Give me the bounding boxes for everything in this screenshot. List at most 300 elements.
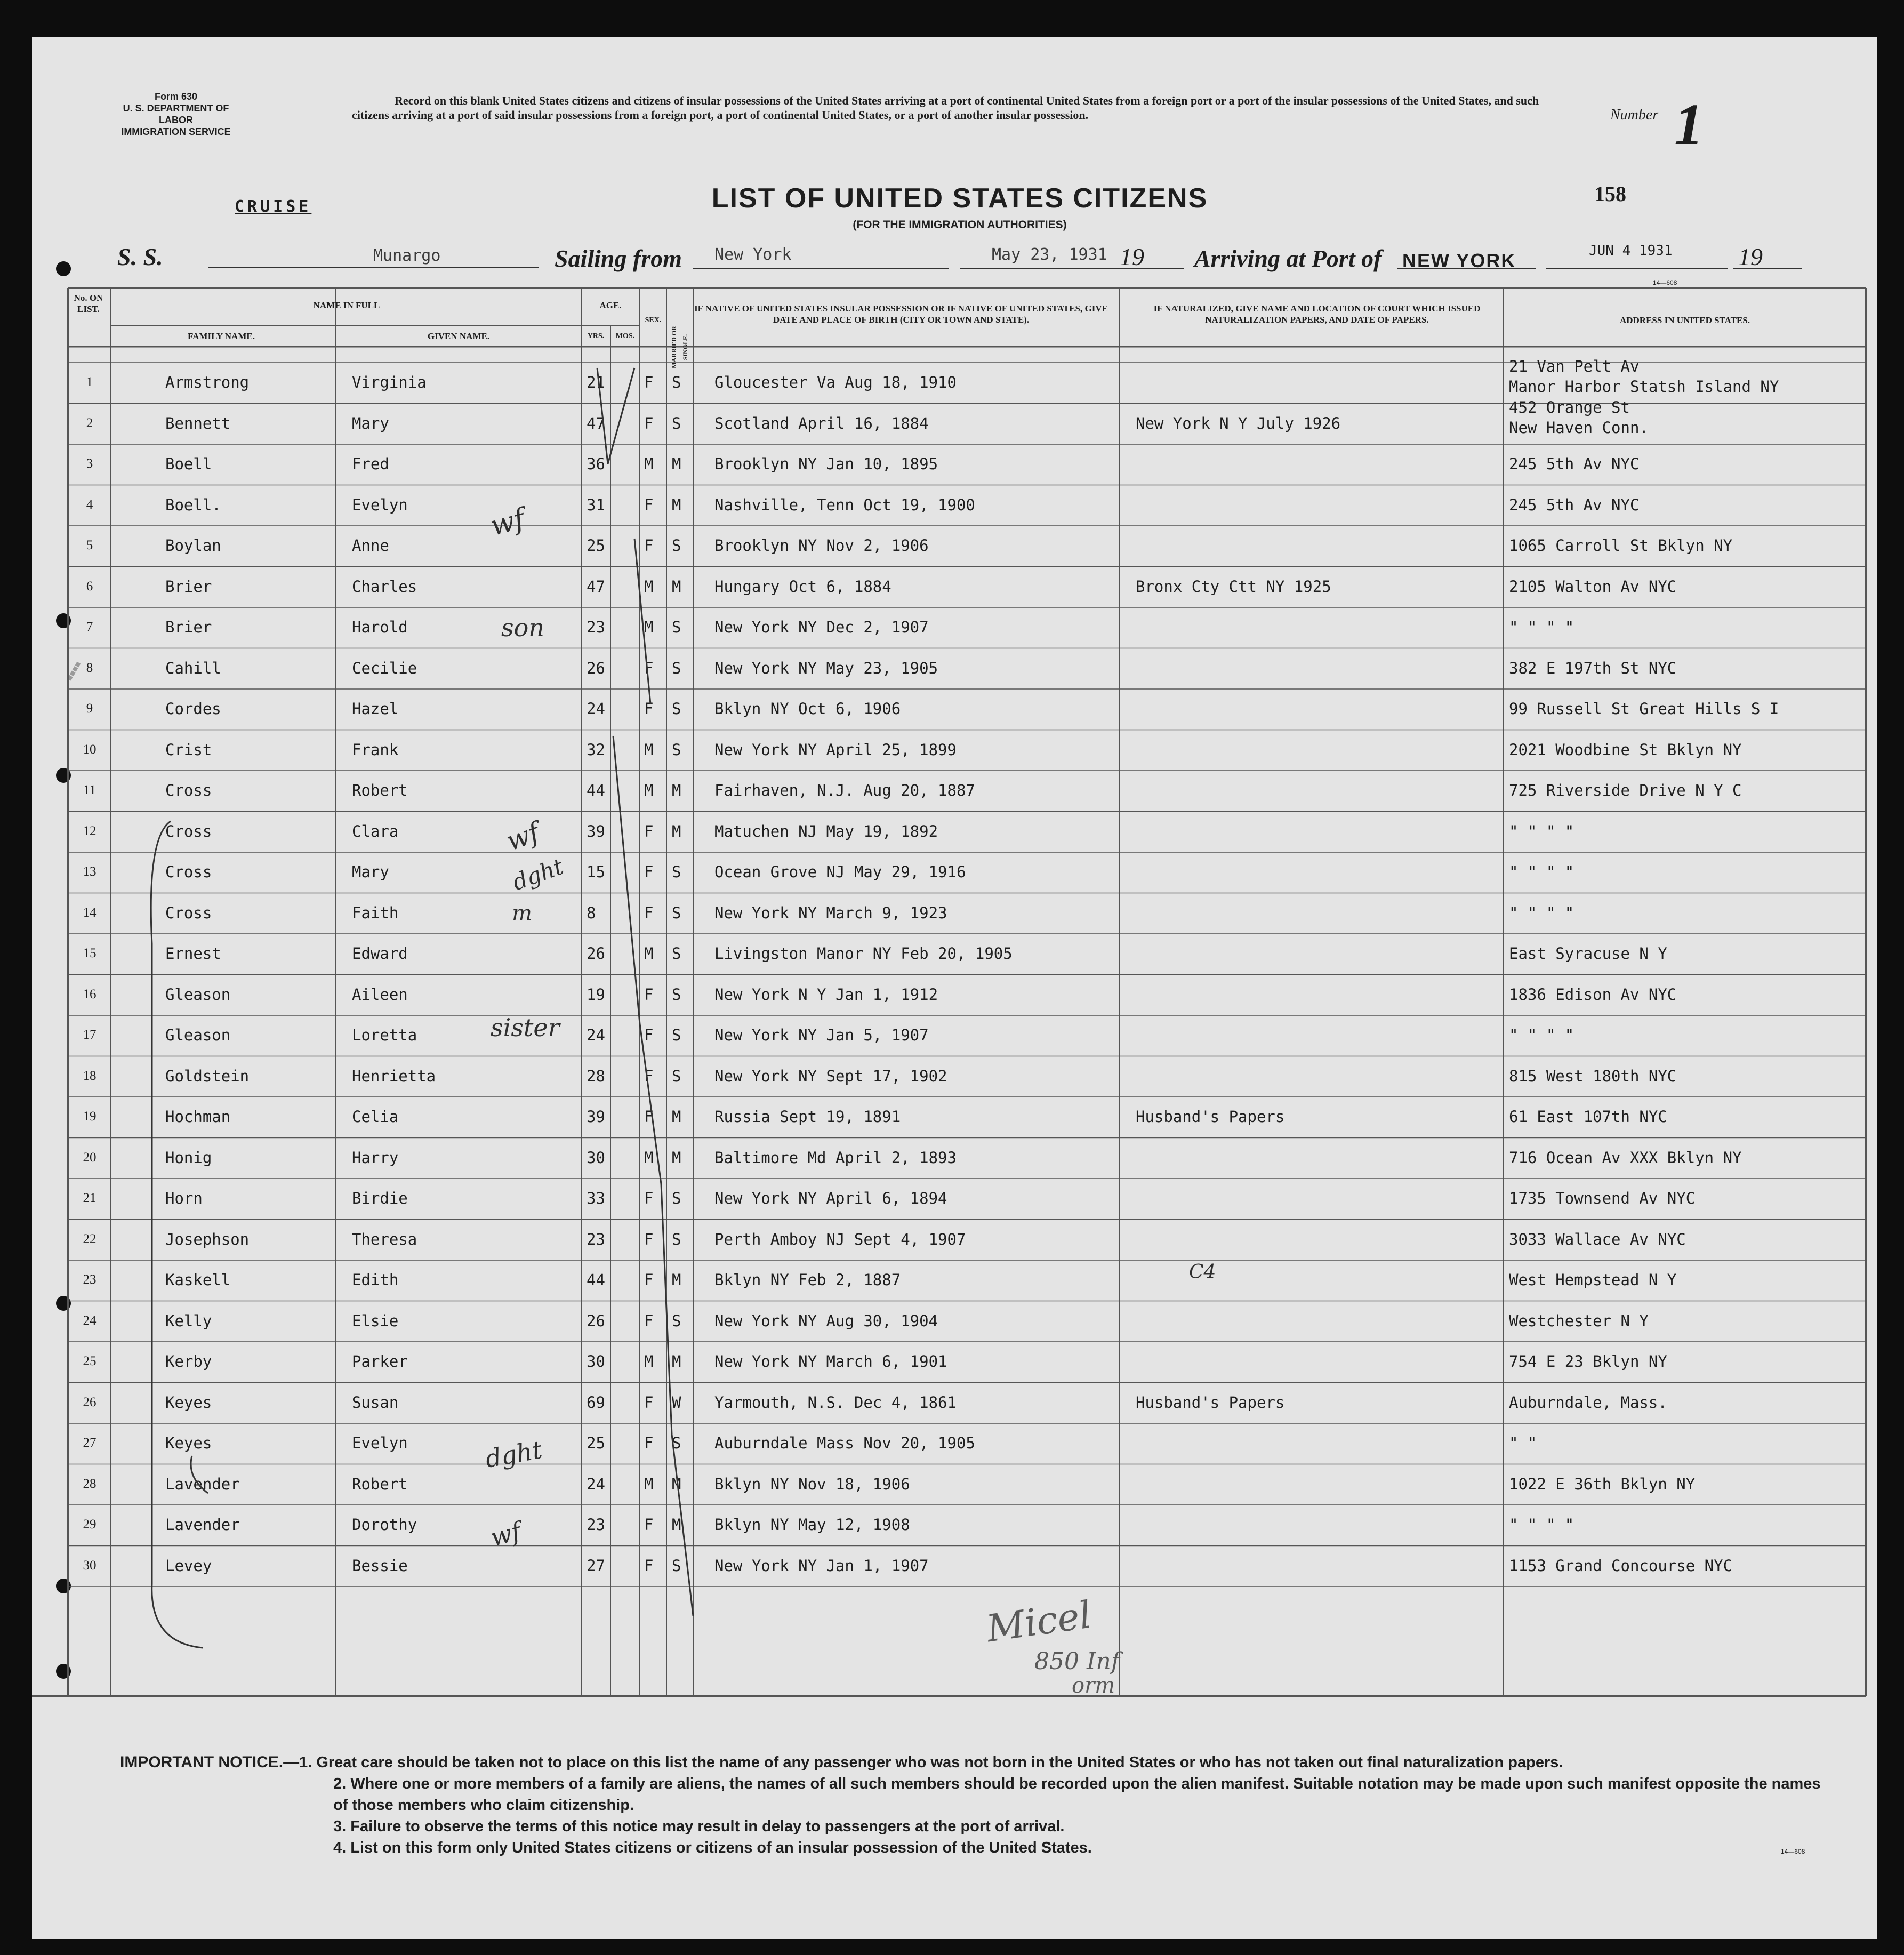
row-number: 2 (86, 415, 93, 430)
sex: M (644, 1352, 654, 1371)
row-number: 1 (86, 375, 93, 389)
age-years: 24 (587, 700, 605, 718)
given-name: Parker (352, 1352, 408, 1371)
address: 2021 Woodbine St Bklyn NY (1509, 740, 1742, 759)
signature: Micel (984, 1592, 1094, 1651)
year-suffix-2: 19 (1738, 243, 1763, 270)
marital-status: S (672, 1230, 681, 1248)
row-number: 23 (83, 1272, 97, 1287)
address: 725 Riverside Drive N Y C (1509, 781, 1742, 799)
age-years: 8 (587, 903, 596, 922)
record-instruction: Record on this blank United States citizens and citizens of insular possessions of the United States arriving at a port of continental United States from a foreign port or a port of the insular possessions of the United States, and such citizens arriving at a port of said insular possessions from a foreign port, a port of continental United States, or a port of another insular possession. (352, 94, 1539, 122)
age-years: 47 (587, 577, 605, 596)
age-years: 30 (587, 1148, 605, 1167)
birth-place-date: Livingston Manor NY Feb 20, 1905 (714, 944, 1013, 963)
birth-place-date: Matuchen NJ May 19, 1892 (714, 822, 938, 840)
given-name: Henrietta (352, 1067, 436, 1085)
age-years: 28 (587, 1067, 605, 1085)
col-birth: IF NATIVE OF UNITED STATES INSULAR POSSESSION OR IF NATIVE OF UNITED STATES, GIVE DATE AND PLACE OF BIRTH (CITY OR TOWN AND STATE). (694, 303, 1108, 325)
address: " " " " (1509, 903, 1574, 922)
col-family-name: FAMILY NAME. (188, 331, 255, 341)
page-title: LIST OF UNITED STATES CITIZENS (711, 183, 1208, 214)
address: East Syracuse N Y (1509, 944, 1667, 963)
given-name: Celia (352, 1108, 399, 1126)
address: " " " " (1509, 822, 1574, 840)
address: 245 5th Av NYC (1509, 495, 1640, 514)
address: 452 Orange St (1509, 398, 1630, 416)
row-number: 27 (83, 1436, 97, 1450)
address-line-2: Manor Harbor Statsh Island NY (1509, 378, 1779, 396)
department-name: U. S. DEPARTMENT OF LABOR (123, 103, 229, 125)
col-mos: MOS. (615, 332, 635, 340)
address: 61 East 107th NYC (1509, 1108, 1667, 1126)
row-number: 16 (83, 987, 97, 1001)
sex: M (644, 781, 654, 799)
marital-status: M (672, 781, 681, 799)
marital-status: M (672, 1271, 681, 1289)
address: 99 Russell St Great Hills S I (1509, 700, 1779, 718)
row-number: 18 (83, 1068, 97, 1083)
family-name: Josephson (165, 1230, 250, 1248)
age-years: 27 (587, 1556, 605, 1575)
birth-place-date: Brooklyn NY Jan 10, 1895 (714, 455, 938, 473)
birth-place-date: New York NY Jan 5, 1907 (714, 1026, 929, 1044)
given-name: Edith (352, 1271, 399, 1289)
marital-status: M (672, 1516, 681, 1534)
family-name: Keyes (165, 1434, 212, 1452)
sex: F (644, 659, 654, 677)
row-number: 22 (83, 1231, 97, 1246)
address: 382 E 197th St NYC (1509, 659, 1677, 677)
handwritten-note: wf (487, 1516, 524, 1552)
age-years: 26 (587, 659, 605, 677)
sex: F (644, 1516, 654, 1534)
address: 1735 Townsend Av NYC (1509, 1189, 1696, 1207)
naturalization: New York N Y July 1926 (1136, 414, 1341, 432)
birth-place-date: New York NY May 23, 1905 (714, 659, 938, 677)
small-code: 14—608 (1653, 279, 1677, 286)
family-name: Cross (165, 903, 212, 922)
sex: F (644, 863, 654, 881)
marital-status: M (672, 1148, 681, 1167)
marital-status: S (672, 863, 681, 881)
address: 754 E 23 Bklyn NY (1509, 1352, 1667, 1371)
sex: F (644, 985, 654, 1004)
row-number: 29 (83, 1517, 97, 1532)
signature-note: 850 Inf (1034, 1648, 1120, 1675)
row-number: 14 (83, 905, 97, 920)
sex: F (644, 700, 654, 718)
birth-place-date: New York NY Aug 30, 1904 (714, 1311, 938, 1330)
age-years: 23 (587, 1230, 605, 1248)
marital-status: M (672, 1108, 681, 1126)
sex: F (644, 1026, 654, 1044)
handwritten-note: m (512, 901, 532, 926)
handwritten-note: dght (483, 1435, 544, 1473)
given-name: Evelyn (352, 1434, 408, 1452)
family-name: Cross (165, 863, 212, 881)
page-number: 158 (1594, 182, 1626, 206)
birth-place-date: Bklyn NY Feb 2, 1887 (714, 1271, 901, 1289)
address: 1836 Edison Av NYC (1509, 985, 1677, 1004)
address: 716 Ocean Av XXX Bklyn NY (1509, 1148, 1742, 1167)
marital-status: S (672, 659, 681, 677)
family-name: Brier (165, 577, 212, 596)
given-name: Harold (352, 618, 408, 636)
marital-status: S (672, 944, 681, 963)
sex: F (644, 1108, 654, 1126)
row-number: 10 (83, 742, 97, 757)
age-years: 19 (587, 985, 605, 1004)
family-name: Kaskell (165, 1271, 231, 1289)
age-years: 47 (587, 414, 605, 432)
family-name: Honig (165, 1148, 212, 1167)
address: Westchester N Y (1509, 1311, 1649, 1330)
handwritten-note: wf (502, 816, 544, 857)
row-number: 24 (83, 1313, 97, 1328)
family-name: Boell. (165, 495, 221, 514)
row-number: 3 (86, 456, 93, 471)
given-name: Evelyn (352, 495, 408, 514)
age-years: 23 (587, 1516, 605, 1534)
given-name: Anne (352, 536, 389, 555)
row-number: 26 (83, 1395, 97, 1409)
age-years: 25 (587, 536, 605, 555)
sex: F (644, 1556, 654, 1575)
family-name: Cordes (165, 700, 221, 718)
marital-status: S (672, 700, 681, 718)
marital-status: S (672, 1026, 681, 1044)
birth-place-date: Yarmouth, N.S. Dec 4, 1861 (714, 1393, 957, 1412)
sex: M (644, 618, 654, 636)
sex: M (644, 577, 654, 596)
sex: F (644, 822, 654, 840)
family-name: Armstrong (165, 373, 250, 391)
given-name: Robert (352, 1475, 408, 1493)
row-number: 13 (83, 864, 97, 879)
given-name: Clara (352, 822, 399, 840)
page-subtitle: (FOR THE IMMIGRATION AUTHORITIES) (853, 219, 1067, 231)
given-name: Susan (352, 1393, 399, 1412)
row-number: 7 (86, 620, 93, 634)
given-name: Harry (352, 1148, 399, 1167)
marital-status: M (672, 577, 681, 596)
marital-status: S (672, 740, 681, 759)
age-years: 24 (587, 1475, 605, 1493)
age-years: 24 (587, 1026, 605, 1044)
col-no-on-list: No. ON LIST. (74, 293, 103, 314)
address: 2105 Walton Av NYC (1509, 577, 1677, 596)
age-years: 69 (587, 1393, 605, 1412)
row-number: 9 (86, 701, 93, 716)
family-name: Goldstein (165, 1067, 250, 1085)
address-line-2: New Haven Conn. (1509, 418, 1649, 437)
naturalization: Husband's Papers (1136, 1393, 1285, 1412)
handwritten-note: dght (509, 853, 567, 896)
marital-status: M (672, 495, 681, 514)
notice-item-1: 1. Great care should be taken not to place on this list the name of any passenger who was not born in the United States or who has not taken out final naturalization papers. (299, 1754, 1563, 1771)
given-name: Fred (352, 455, 389, 473)
given-name: Edward (352, 944, 408, 963)
birth-place-date: Auburndale Mass Nov 20, 1905 (714, 1434, 975, 1452)
given-name: Charles (352, 577, 417, 596)
marital-status: S (672, 618, 681, 636)
given-name: Loretta (352, 1026, 417, 1044)
given-name: Hazel (352, 700, 399, 718)
sex: F (644, 1311, 654, 1330)
marital-status: S (672, 536, 681, 555)
age-years: 39 (587, 822, 605, 840)
naturalization: Bronx Cty Ctt NY 1925 (1136, 577, 1331, 596)
marital-status: M (672, 1475, 681, 1493)
birth-place-date: Bklyn NY Oct 6, 1906 (714, 700, 901, 718)
sex: M (644, 740, 654, 759)
birth-place-date: Scotland April 16, 1884 (714, 414, 929, 432)
family-name: Cross (165, 781, 212, 799)
given-name: Aileen (352, 985, 408, 1004)
important-notice (120, 1752, 1826, 1858)
address: 3033 Wallace Av NYC (1509, 1230, 1686, 1248)
age-years: 33 (587, 1189, 605, 1207)
sex: F (644, 1189, 654, 1207)
marital-status: S (672, 1067, 681, 1085)
given-name: Robert (352, 781, 408, 799)
handwritten-note: C4 (1189, 1261, 1216, 1283)
handwritten-note: wf (487, 502, 528, 543)
marital-status: S (672, 1189, 681, 1207)
sex: F (644, 1230, 654, 1248)
sex: F (644, 1067, 654, 1085)
birth-place-date: Bklyn NY Nov 18, 1906 (714, 1475, 910, 1493)
birth-place-date: Bklyn NY May 12, 1908 (714, 1516, 910, 1534)
signature-note: orm (1072, 1673, 1115, 1698)
marital-status: M (672, 1352, 681, 1371)
birth-place-date: New York NY Dec 2, 1907 (714, 618, 929, 636)
row-number: 5 (86, 538, 93, 552)
marital-status: W (672, 1393, 681, 1412)
family-name: Brier (165, 618, 212, 636)
age-years: 25 (587, 1434, 605, 1452)
birth-place-date: New York NY Sept 17, 1902 (714, 1067, 947, 1085)
marital-status: S (672, 1434, 681, 1452)
given-name: Bessie (352, 1556, 408, 1575)
birth-place-date: Russia Sept 19, 1891 (714, 1108, 901, 1126)
arriving-port: NEW YORK (1402, 250, 1516, 271)
sailing-from-label: Sailing from (555, 245, 682, 272)
address: " " " " (1509, 1026, 1574, 1044)
birth-place-date: Gloucester Va Aug 18, 1910 (714, 373, 957, 391)
birth-place-date: New York NY March 6, 1901 (714, 1352, 947, 1371)
row-number: 15 (83, 946, 97, 960)
form-number: Form 630 (154, 91, 198, 102)
birth-place-date: New York NY April 6, 1894 (714, 1189, 947, 1207)
address: " " " " (1509, 618, 1574, 636)
birth-place-date: New York NY April 25, 1899 (714, 740, 957, 759)
sex: F (644, 1393, 654, 1412)
address: 1153 Grand Concourse NYC (1509, 1556, 1733, 1575)
sex: F (644, 536, 654, 555)
age-years: 44 (587, 1271, 605, 1289)
row-number: 25 (83, 1354, 97, 1368)
address: 1065 Carroll St Bklyn NY (1509, 536, 1733, 555)
number-label: Number (1610, 107, 1659, 123)
family-name: Cahill (165, 659, 221, 677)
marital-status: M (672, 455, 681, 473)
col-address: ADDRESS IN UNITED STATES. (1619, 315, 1750, 325)
row-number: 21 (83, 1191, 97, 1205)
family-name: Lavender (165, 1516, 240, 1534)
address: 1022 E 36th Bklyn NY (1509, 1475, 1696, 1493)
family-name: Boylan (165, 536, 221, 555)
family-name: Hochman (165, 1108, 231, 1126)
handwritten-note: sister (491, 1013, 560, 1042)
notice-item-3: 3. Failure to observe the terms of this notice may result in delay to passengers at the port of arrival. (333, 1818, 1065, 1835)
marital-status: S (672, 903, 681, 922)
family-name: Keyes (165, 1393, 212, 1412)
sex: F (644, 495, 654, 514)
sailing-date: May 23, 1931 (992, 245, 1107, 264)
row-number: 17 (83, 1028, 97, 1042)
birth-place-date: New York NY March 9, 1923 (714, 903, 947, 922)
family-name: Gleason (165, 1026, 231, 1044)
number-value: 1 (1674, 92, 1704, 157)
marital-status: S (672, 985, 681, 1004)
marital-status: M (672, 822, 681, 840)
sex: F (644, 1271, 654, 1289)
row-number: 19 (83, 1109, 97, 1124)
handwritten-note: son (501, 613, 544, 642)
age-years: 44 (587, 781, 605, 799)
address: 245 5th Av NYC (1509, 455, 1640, 473)
ship-name: Munargo (373, 246, 441, 265)
age-years: 31 (587, 495, 605, 514)
marital-status: S (672, 1311, 681, 1330)
form-sheet (32, 37, 1877, 1939)
sex: F (644, 414, 654, 432)
sex: F (644, 903, 654, 922)
address: " " " " (1509, 1516, 1574, 1534)
service-name: IMMIGRATION SERVICE (121, 126, 231, 137)
family-name: Gleason (165, 985, 231, 1004)
given-name: Theresa (352, 1230, 417, 1248)
col-name-in-full: NAME IN FULL (313, 300, 380, 310)
address: Auburndale, Mass. (1509, 1393, 1667, 1412)
row-number: 11 (83, 783, 97, 797)
given-name: Frank (352, 740, 399, 759)
sex: M (644, 944, 654, 963)
row-number: 4 (86, 497, 93, 512)
family-name: Cross (165, 822, 212, 840)
sailing-from-value: New York (714, 245, 792, 264)
sex: M (644, 1475, 654, 1493)
age-years: 39 (587, 1108, 605, 1126)
given-name: Mary (352, 863, 389, 881)
birth-place-date: Perth Amboy NJ Sept 4, 1907 (714, 1230, 966, 1248)
given-name: Virginia (352, 373, 427, 391)
row-number: 28 (83, 1476, 97, 1491)
notice-title: IMPORTANT NOTICE.— (120, 1753, 300, 1771)
birth-place-date: Fairhaven, N.J. Aug 20, 1887 (714, 781, 975, 799)
birth-place-date: Brooklyn NY Nov 2, 1906 (714, 536, 929, 555)
marital-status: S (672, 414, 681, 432)
age-years: 26 (587, 1311, 605, 1330)
year-suffix: 19 (1120, 243, 1144, 270)
given-name: Faith (352, 903, 399, 922)
family-name: Lavender (165, 1475, 240, 1493)
row-number: 30 (83, 1558, 97, 1573)
row-number: 12 (83, 823, 97, 838)
check-marks (32, 37, 1877, 1744)
marital-status: S (672, 1556, 681, 1575)
family-name: Bennett (165, 414, 231, 432)
naturalization: Husband's Papers (1136, 1108, 1285, 1126)
col-naturalized: IF NATURALIZED, GIVE NAME AND LOCATION OF COURT WHICH ISSUED NATURALIZATION PAPERS, AND DATE OF PAPERS. (1153, 303, 1481, 325)
family-name: Horn (165, 1189, 203, 1207)
notice-code: 14—608 (1781, 1848, 1805, 1855)
given-name: Birdie (352, 1189, 408, 1207)
address: " " " " (1509, 863, 1574, 881)
col-married-single: MARRIED OR SINGLE. (670, 326, 689, 368)
address: West Hempstead N Y (1509, 1271, 1677, 1289)
marital-status: S (672, 373, 681, 391)
family-name: Levey (165, 1556, 212, 1575)
address: 21 Van Pelt Av (1509, 357, 1640, 375)
sex: M (644, 455, 654, 473)
col-given-name: GIVEN NAME. (427, 331, 490, 341)
sex: F (644, 373, 654, 391)
given-name: Dorothy (352, 1516, 417, 1534)
age-years: 23 (587, 618, 605, 636)
ship-label: S. S. (117, 243, 163, 270)
family-name: Ernest (165, 944, 221, 963)
birth-place-date: Hungary Oct 6, 1884 (714, 577, 891, 596)
arriving-date: JUN 4 1931 (1589, 243, 1673, 259)
row-number: 8 (86, 660, 93, 675)
col-age: AGE. (599, 300, 622, 310)
birth-place-date: Nashville, Tenn Oct 19, 1900 (714, 495, 975, 514)
age-years: 15 (587, 863, 605, 881)
col-yrs: YRS. (587, 332, 605, 340)
family-name: Boell (165, 455, 212, 473)
age-years: 32 (587, 740, 605, 759)
birth-place-date: Ocean Grove NJ May 29, 1916 (714, 863, 966, 881)
age-years: 36 (587, 455, 605, 473)
birth-place-date: New York NY Jan 1, 1907 (714, 1556, 929, 1575)
given-name: Cecilie (352, 659, 417, 677)
row-number: 20 (83, 1150, 97, 1165)
address: 815 West 180th NYC (1509, 1067, 1677, 1085)
age-years: 30 (587, 1352, 605, 1371)
address: " " (1509, 1434, 1537, 1452)
notice-item-2: 2. Where one or more members of a family are aliens, the names of all such members should be recorded upon the alien manifest. Suitable notation may be made upon such manifest opposite the names of those members who claim citizenship. (333, 1775, 1821, 1814)
given-name: Elsie (352, 1311, 399, 1330)
sex: M (644, 1148, 654, 1167)
cruise-stamp: CRUISE (235, 197, 312, 216)
birth-place-date: New York N Y Jan 1, 1912 (714, 985, 938, 1004)
family-name: Crist (165, 740, 212, 759)
faint-stamp: ■■■■ (65, 660, 83, 683)
family-name: Kerby (165, 1352, 212, 1371)
age-years: 21 (587, 373, 605, 391)
col-sex: SEX. (645, 316, 662, 324)
notice-item-4: 4. List on this form only United States citizens or citizens of an insular possession of the United States. (333, 1839, 1092, 1856)
family-name: Kelly (165, 1311, 212, 1330)
sex: F (644, 1434, 654, 1452)
arriving-label: Arriving at Port of (1194, 245, 1382, 272)
birth-place-date: Baltimore Md April 2, 1893 (714, 1148, 957, 1167)
row-number: 6 (86, 579, 93, 594)
age-years: 26 (587, 944, 605, 963)
